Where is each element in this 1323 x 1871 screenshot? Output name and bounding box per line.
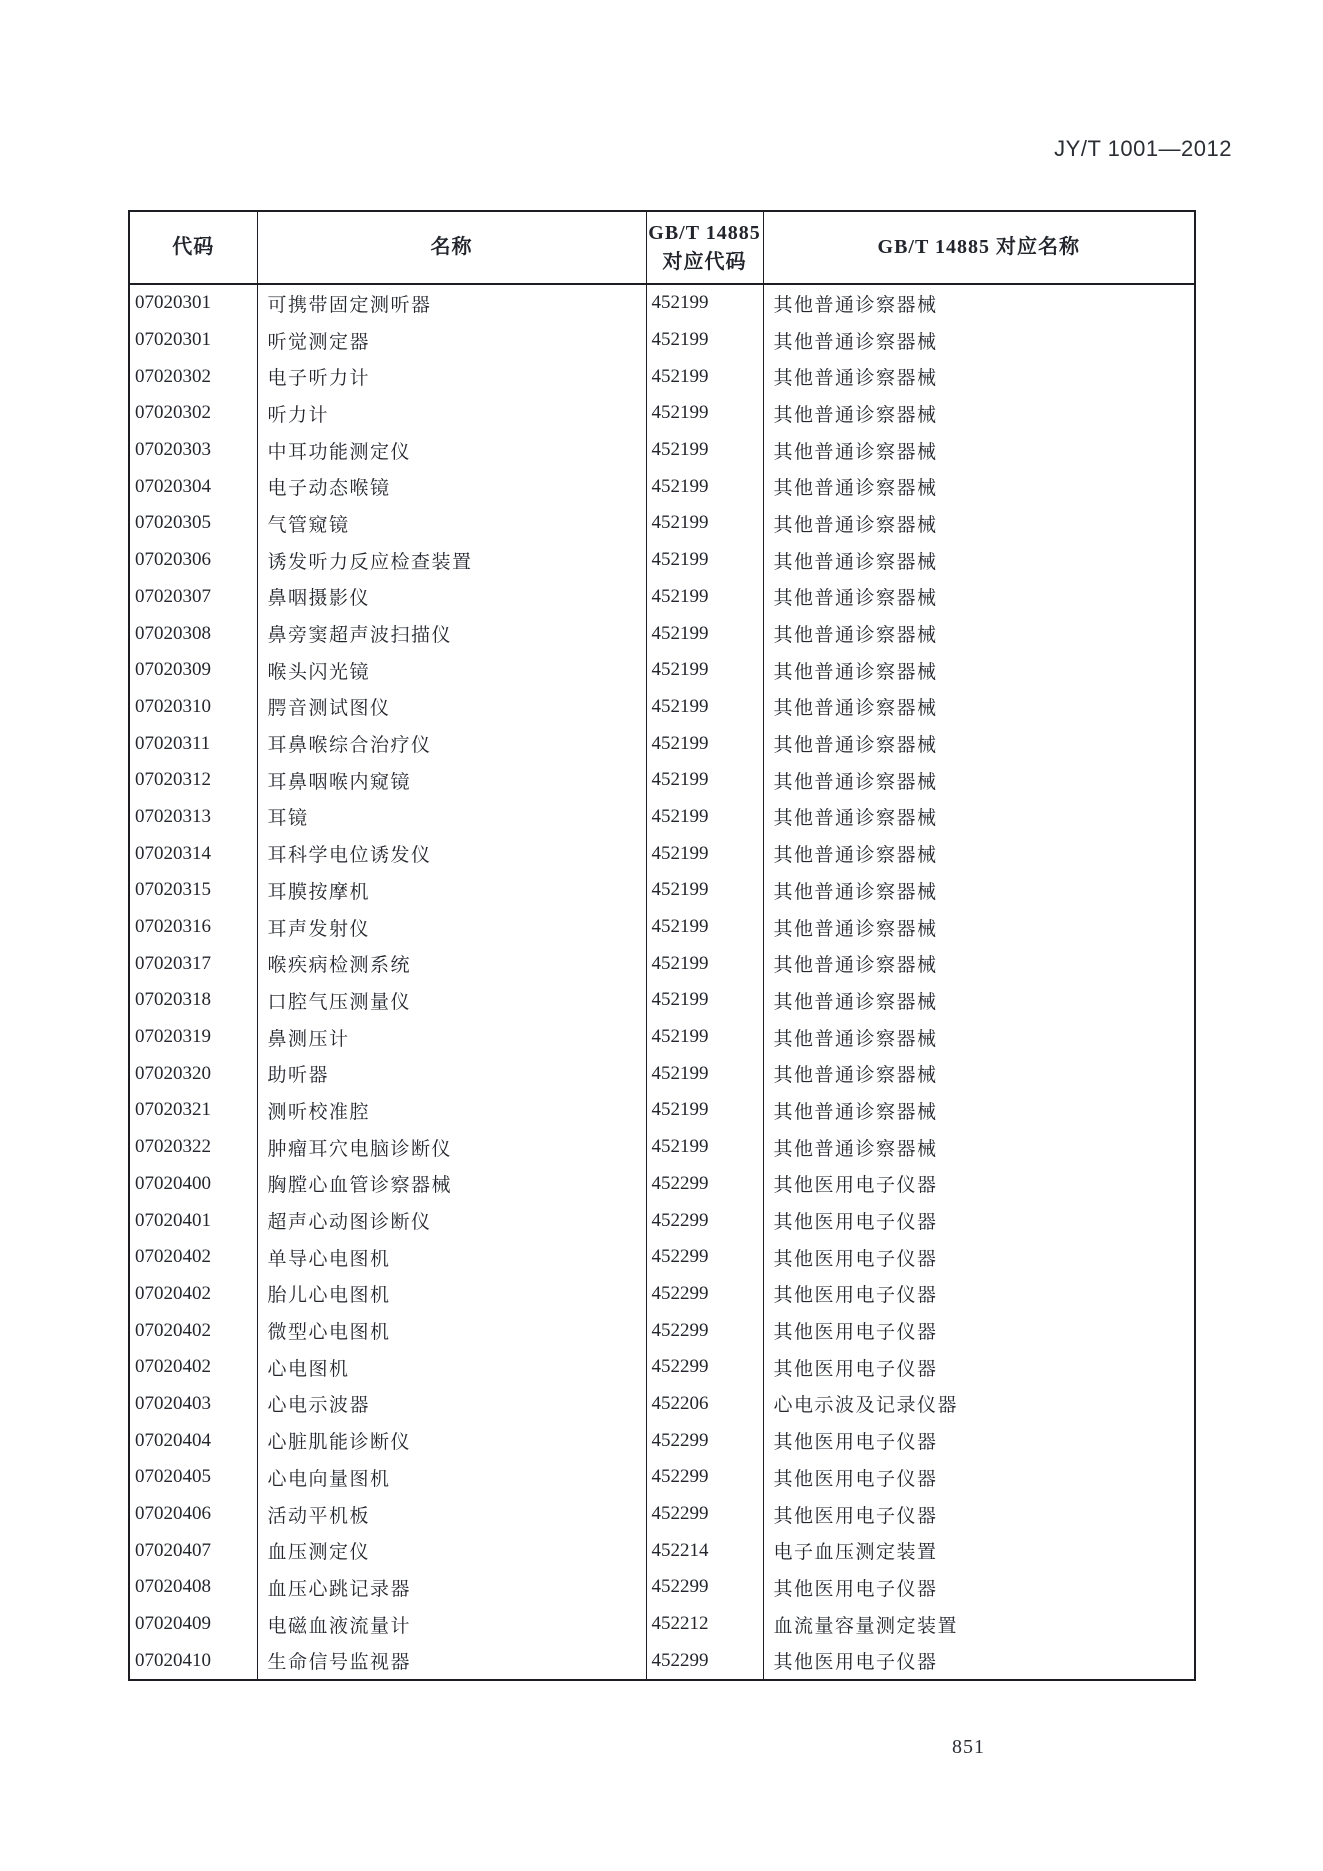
table-row [129, 1422, 1195, 1459]
cell-name: 中耳功能测定仪 [257, 432, 646, 469]
cell-code: 07020404 [135, 1429, 211, 1451]
cell-name: 心电向量图机 [257, 1459, 646, 1496]
cell-gbt-code: 452199 [646, 872, 763, 909]
cell-code: 07020319 [135, 1026, 211, 1048]
cell-gbt-code: 452199 [646, 1019, 763, 1056]
cell-gbt-name: 其他普通诊察器械 [763, 835, 1195, 872]
cell-code: 07020306 [135, 549, 211, 571]
table-row [129, 1202, 1195, 1239]
cell-gbt-code: 452199 [646, 762, 763, 799]
cell-gbt-code: 452299 [646, 1569, 763, 1606]
cell-code: 07020403 [135, 1392, 211, 1414]
col-header-name: 名称 [257, 211, 646, 284]
cell-name: 心电图机 [257, 1349, 646, 1386]
cell-code: 07020318 [135, 989, 211, 1011]
cell-gbt-code: 452299 [646, 1276, 763, 1313]
table-row [129, 1239, 1195, 1276]
cell-gbt-name: 其他普通诊察器械 [763, 322, 1195, 359]
cell-gbt-name: 其他普通诊察器械 [763, 542, 1195, 579]
cell-name: 鼻测压计 [257, 1019, 646, 1056]
table-row [129, 1055, 1195, 1092]
cell-code: 07020301 [135, 329, 211, 351]
cell-gbt-name: 其他普通诊察器械 [763, 432, 1195, 469]
cell-code: 07020400 [135, 1172, 211, 1194]
cell-gbt-name: 其他医用电子仪器 [763, 1239, 1195, 1276]
code-mapping-table [128, 210, 1196, 1681]
col-header-gbt-code-line2: 对应代码 [662, 250, 747, 273]
cell-code: 07020405 [135, 1466, 211, 1488]
cell-name: 微型心电图机 [257, 1312, 646, 1349]
table-row [129, 689, 1195, 726]
table-row [129, 1532, 1195, 1569]
table-row [129, 395, 1195, 432]
table-row [129, 542, 1195, 579]
table-row [129, 322, 1195, 359]
cell-gbt-name: 其他医用电子仪器 [763, 1276, 1195, 1313]
cell-gbt-code: 452214 [646, 1532, 763, 1569]
cell-gbt-code: 452199 [646, 982, 763, 1019]
cell-gbt-name: 其他普通诊察器械 [763, 505, 1195, 542]
cell-name: 可携带固定测听器 [257, 284, 646, 322]
cell-name: 口腔气压测量仪 [257, 982, 646, 1019]
table-row [129, 945, 1195, 982]
cell-gbt-code: 452299 [646, 1239, 763, 1276]
cell-code: 07020316 [135, 916, 211, 938]
cell-code: 07020406 [135, 1503, 211, 1525]
cell-gbt-name: 其他医用电子仪器 [763, 1496, 1195, 1533]
cell-gbt-name: 其他普通诊察器械 [763, 1055, 1195, 1092]
cell-name: 心脏肌能诊断仪 [257, 1422, 646, 1459]
cell-name: 鼻咽摄影仪 [257, 579, 646, 616]
cell-code: 07020322 [135, 1136, 211, 1158]
table-row [129, 1386, 1195, 1423]
cell-gbt-code: 452299 [646, 1422, 763, 1459]
cell-gbt-name: 其他普通诊察器械 [763, 909, 1195, 946]
cell-name: 血压心跳记录器 [257, 1569, 646, 1606]
cell-name: 测听校准腔 [257, 1092, 646, 1129]
table-row [129, 1496, 1195, 1533]
table-row [129, 835, 1195, 872]
cell-gbt-name: 血流量容量测定装置 [763, 1606, 1195, 1643]
cell-gbt-name: 其他医用电子仪器 [763, 1642, 1195, 1680]
cell-name: 鼻旁窦超声波扫描仪 [257, 615, 646, 652]
table-row [129, 982, 1195, 1019]
cell-gbt-code: 452199 [646, 1055, 763, 1092]
cell-name: 耳声发射仪 [257, 909, 646, 946]
cell-gbt-code: 452299 [646, 1202, 763, 1239]
cell-code: 07020402 [135, 1319, 211, 1341]
cell-code: 07020401 [135, 1209, 211, 1231]
table-header [129, 211, 1195, 284]
cell-name: 耳科学电位诱发仪 [257, 835, 646, 872]
cell-gbt-code: 452206 [646, 1386, 763, 1423]
cell-name: 助听器 [257, 1055, 646, 1092]
cell-gbt-code: 452199 [646, 945, 763, 982]
cell-gbt-code: 452299 [646, 1496, 763, 1533]
cell-code: 07020315 [135, 879, 211, 901]
col-header-code: 代码 [129, 211, 257, 284]
cell-code: 07020310 [135, 695, 211, 717]
cell-gbt-code: 452199 [646, 505, 763, 542]
cell-name: 听觉测定器 [257, 322, 646, 359]
table-row [129, 1019, 1195, 1056]
cell-code: 07020312 [135, 769, 211, 791]
cell-name: 腭音测试图仪 [257, 689, 646, 726]
cell-code: 07020321 [135, 1099, 211, 1121]
cell-code: 07020303 [135, 439, 211, 461]
table-row [129, 1349, 1195, 1386]
table-row [129, 1642, 1195, 1680]
cell-gbt-code: 452199 [646, 322, 763, 359]
cell-name: 心电示波器 [257, 1386, 646, 1423]
cell-gbt-name: 其他普通诊察器械 [763, 579, 1195, 616]
cell-gbt-name: 其他普通诊察器械 [763, 615, 1195, 652]
table-row [129, 799, 1195, 836]
cell-gbt-name: 其他普通诊察器械 [763, 982, 1195, 1019]
cell-name: 耳鼻喉综合治疗仪 [257, 725, 646, 762]
table-row [129, 1129, 1195, 1166]
cell-code: 07020313 [135, 805, 211, 827]
cell-code: 07020317 [135, 952, 211, 974]
cell-gbt-code: 452199 [646, 468, 763, 505]
cell-gbt-code: 452199 [646, 395, 763, 432]
table-row [129, 1569, 1195, 1606]
table-body [129, 284, 1195, 1680]
col-header-gbt-name: GB/T 14885 对应名称 [763, 211, 1195, 284]
cell-gbt-name: 其他医用电子仪器 [763, 1569, 1195, 1606]
table-row [129, 579, 1195, 616]
cell-code: 07020304 [135, 475, 211, 497]
cell-code: 07020402 [135, 1282, 211, 1304]
cell-code: 07020408 [135, 1576, 211, 1598]
cell-gbt-name: 其他普通诊察器械 [763, 358, 1195, 395]
cell-code: 07020302 [135, 365, 211, 387]
cell-code: 07020307 [135, 585, 211, 607]
table-row [129, 725, 1195, 762]
cell-gbt-code: 452199 [646, 725, 763, 762]
cell-gbt-code: 452212 [646, 1606, 763, 1643]
cell-gbt-code: 452199 [646, 542, 763, 579]
cell-gbt-name: 其他普通诊察器械 [763, 468, 1195, 505]
table-row [129, 1312, 1195, 1349]
cell-gbt-code: 452299 [646, 1642, 763, 1680]
cell-code: 07020402 [135, 1246, 211, 1268]
cell-code: 07020309 [135, 659, 211, 681]
cell-gbt-name: 其他普通诊察器械 [763, 872, 1195, 909]
cell-gbt-name: 其他普通诊察器械 [763, 799, 1195, 836]
cell-gbt-code: 452299 [646, 1349, 763, 1386]
cell-name: 胎儿心电图机 [257, 1276, 646, 1313]
cell-code: 07020407 [135, 1539, 211, 1561]
cell-name: 单导心电图机 [257, 1239, 646, 1276]
table-row [129, 872, 1195, 909]
cell-code: 07020402 [135, 1356, 211, 1378]
cell-name: 喉疾病检测系统 [257, 945, 646, 982]
col-header-gbt-code-line1: GB/T 14885 [648, 221, 761, 244]
cell-name: 血压测定仪 [257, 1532, 646, 1569]
cell-name: 电子动态喉镜 [257, 468, 646, 505]
table-row [129, 505, 1195, 542]
cell-name: 电子听力计 [257, 358, 646, 395]
cell-gbt-code: 452199 [646, 579, 763, 616]
cell-gbt-code: 452199 [646, 1092, 763, 1129]
cell-gbt-name: 心电示波及记录仪器 [763, 1386, 1195, 1423]
cell-gbt-name: 其他普通诊察器械 [763, 395, 1195, 432]
table-row [129, 432, 1195, 469]
cell-gbt-name: 其他普通诊察器械 [763, 284, 1195, 322]
cell-code: 07020302 [135, 402, 211, 424]
cell-name: 气管窥镜 [257, 505, 646, 542]
cell-gbt-name: 其他普通诊察器械 [763, 945, 1195, 982]
cell-gbt-name: 其他医用电子仪器 [763, 1349, 1195, 1386]
cell-gbt-code: 452199 [646, 689, 763, 726]
cell-code: 07020409 [135, 1613, 211, 1635]
cell-name: 活动平机板 [257, 1496, 646, 1533]
cell-gbt-code: 452199 [646, 652, 763, 689]
cell-gbt-code: 452299 [646, 1166, 763, 1203]
cell-gbt-code: 452299 [646, 1312, 763, 1349]
cell-gbt-code: 452199 [646, 615, 763, 652]
cell-name: 电磁血液流量计 [257, 1606, 646, 1643]
cell-gbt-name: 其他医用电子仪器 [763, 1459, 1195, 1496]
cell-code: 07020301 [135, 292, 211, 314]
cell-gbt-name: 其他普通诊察器械 [763, 689, 1195, 726]
cell-name: 肿瘤耳穴电脑诊断仪 [257, 1129, 646, 1166]
cell-gbt-name: 其他普通诊察器械 [763, 652, 1195, 689]
cell-code: 07020320 [135, 1062, 211, 1084]
cell-gbt-name: 其他医用电子仪器 [763, 1422, 1195, 1459]
table-row [129, 762, 1195, 799]
table-row [129, 652, 1195, 689]
table-row [129, 909, 1195, 946]
cell-name: 喉头闪光镜 [257, 652, 646, 689]
cell-gbt-code: 452199 [646, 799, 763, 836]
cell-code: 07020308 [135, 622, 211, 644]
table-row [129, 1166, 1195, 1203]
table-row [129, 468, 1195, 505]
cell-name: 耳膜按摩机 [257, 872, 646, 909]
cell-gbt-name: 其他普通诊察器械 [763, 725, 1195, 762]
cell-name: 生命信号监视器 [257, 1642, 646, 1680]
cell-gbt-code: 452199 [646, 358, 763, 395]
table-row [129, 284, 1195, 322]
cell-name: 诱发听力反应检查装置 [257, 542, 646, 579]
cell-gbt-name: 电子血压测定装置 [763, 1532, 1195, 1569]
cell-name: 听力计 [257, 395, 646, 432]
header-row [129, 211, 1195, 284]
cell-code: 07020314 [135, 842, 211, 864]
cell-code: 07020311 [135, 732, 211, 754]
cell-gbt-name: 其他普通诊察器械 [763, 762, 1195, 799]
cell-gbt-code: 452199 [646, 835, 763, 872]
cell-gbt-code: 452199 [646, 1129, 763, 1166]
cell-code: 07020410 [135, 1649, 211, 1671]
table-row [129, 1276, 1195, 1313]
cell-gbt-name: 其他医用电子仪器 [763, 1166, 1195, 1203]
cell-gbt-name: 其他医用电子仪器 [763, 1202, 1195, 1239]
col-header-gbt-code [646, 211, 763, 284]
cell-gbt-name: 其他普通诊察器械 [763, 1129, 1195, 1166]
table-row [129, 615, 1195, 652]
cell-name: 耳镜 [257, 799, 646, 836]
cell-gbt-code: 452299 [646, 1459, 763, 1496]
page-number: 851 [952, 1736, 985, 1758]
table-row [129, 1606, 1195, 1643]
cell-gbt-name: 其他医用电子仪器 [763, 1312, 1195, 1349]
cell-gbt-name: 其他普通诊察器械 [763, 1092, 1195, 1129]
cell-gbt-code: 452199 [646, 432, 763, 469]
cell-name: 胸膛心血管诊察器械 [257, 1166, 646, 1203]
cell-gbt-code: 452199 [646, 909, 763, 946]
cell-gbt-code: 452199 [646, 284, 763, 322]
cell-gbt-name: 其他普通诊察器械 [763, 1019, 1195, 1056]
cell-code: 07020305 [135, 512, 211, 534]
cell-name: 耳鼻咽喉内窥镜 [257, 762, 646, 799]
table-row [129, 1092, 1195, 1129]
doc-reference: JY/T 1001—2012 [1054, 136, 1232, 161]
cell-name: 超声心动图诊断仪 [257, 1202, 646, 1239]
table-row [129, 358, 1195, 395]
table-row [129, 1459, 1195, 1496]
